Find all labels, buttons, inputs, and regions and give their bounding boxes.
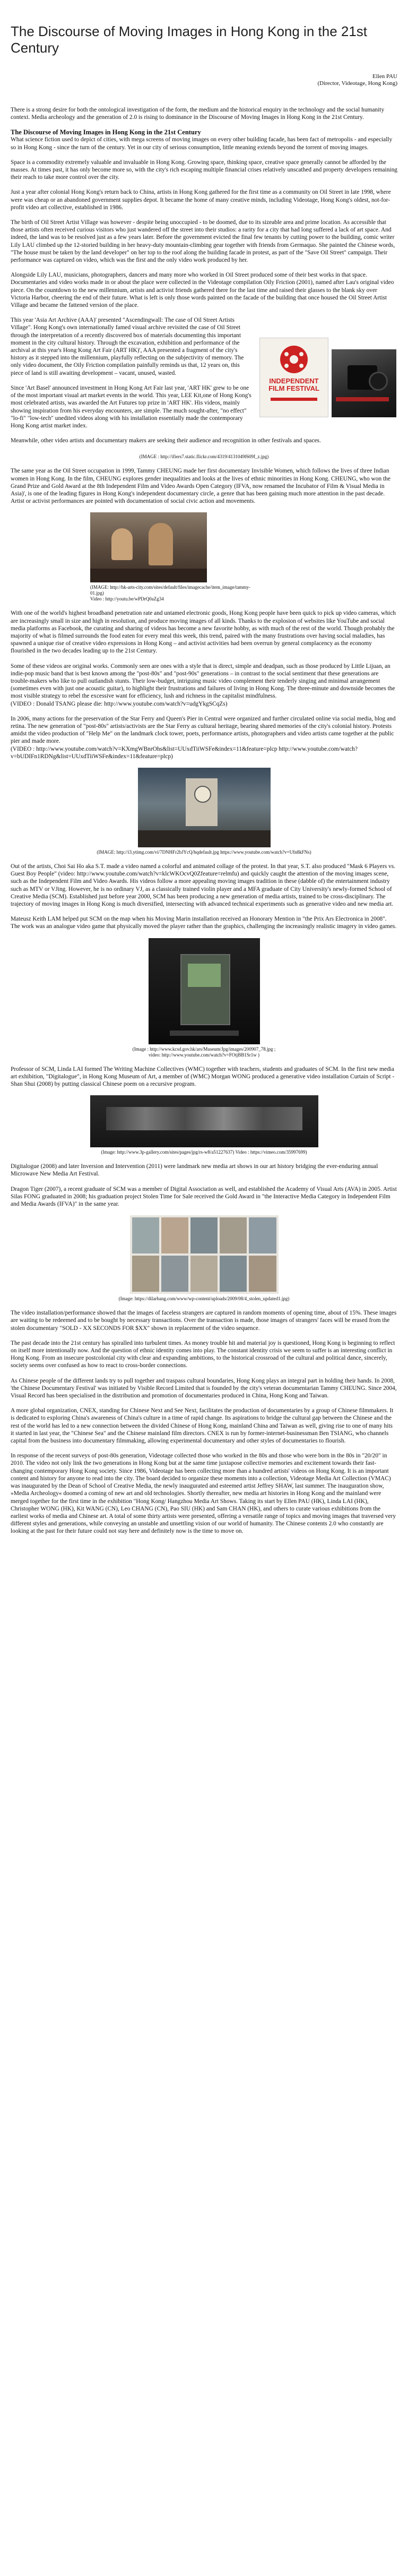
paragraph: The same year as the Oil Street occupation in 1999, Tammy CHEUNG made her first documentary Invisible Women, which follows the lives of three Indian women in Hong Kong. In the film, CHEUNG explores gender inequalities and looks at the lives of ethnic minorities in Hong Kong. CHEUNG, who won the Grand Prize and Gold Award at the 8th Independent Film and Video Awards Open Category (IFVA, now renamed the Incubator of Film & Visual Media in Asia)', is one of the leading figures in Hong Kong's independent documentary circle, a genre that has been gaining much more attention in the past decade. Artist or activist performances are pointed with documentation of social civic action and movements. xyxy=(11,468,390,505)
festival-poster-label: INDEPENDENT FILM FESTIVAL xyxy=(268,377,319,393)
image-caption: (IMAGE : http://ifiers7.static.flickr.com/4319/4131049f609f_z.jpg) xyxy=(139,454,269,460)
paragraph: Professor of SCM, Linda LAI formed The Writing Machine Collectives (WMC) together with teachers, students and graduates of SCM. In the first new media art exhibition, "Digitalogue", in Hong Kong Museum of Art, a member of (WMC) Morgan WONG produced a generative video installation Curtain of Script - Shan Shui (2008) by putting classical Chinese poem on a recursive program. xyxy=(11,1066,395,1088)
author-name: Ellen PAU xyxy=(372,73,397,80)
paragraph: This year 'Asia Art Archive (AAA)' presented "Ascendingwall: The case of Oil Street Artists Village". Hong Kong's own internationally famed visual archive revisited the case of Oil Street through the interpretation of a recently discovered box of materials documenting this important moment in the city cultural history. Through the excavation, exhibition and performance of the archival at this year's Hong Kong Art Fair (ART HK)', AAA presented a fragment of the city's history as it stepped into the millennium, playfully reflecting on the subjectivity of memory. The only video document, the Oily Friction compilation painfully reminds us that, 12 years on, this piece of land is still awaiting development – vacant, unused, wasted. xyxy=(11,317,244,376)
video-link[interactable]: (VIDEO : http://www.youtube.com/watch?v=KXmgWBnrOhs&list=UUxdTiiWSFe&index=11&feature=plcp http://www.youtube.com/watch?v=bUDIFn1RDNg&list=UUxdTiiWSFe&index=11&feature=plcp) xyxy=(11,745,358,760)
video-link[interactable]: (VIDEO : Donald TSANG please die: http://www.youtube.com/watch?v=udgYkgSCqZs) xyxy=(11,700,228,707)
paragraph: Dragon Tiger (2007), a recent graduate of SCM was a member of Digital Association as well, and established the Academy of Visual Arts (AVA) in 2005. Artist Silas FONG graduated in 2008; his graduation project Stolen Time for Sale received the Gold Award in "the Interactive Media Category in Independent Film and Media Awards (IFVA)" in the same year. xyxy=(11,1186,397,1208)
image-caption: (Image: https://dilarbang.com/www/wp-content/uploads/2009/08/4_stolen_updated1.jpg) xyxy=(118,1296,290,1302)
paragraph: Space is a commodity extremely valuable and invaluable in Hong Kong. Growing space, thinking space, creative space generally cannot be afforded by the masses. At times past, it has only become more so, with the city's rich escaping multiple financial crises relatively unscathed and property developers remaining their reach to take more control over the city. xyxy=(11,159,397,181)
paragraph: Alongside Lily LAU, musicians, photographers, dancers and many more who worked in Oil Street produced some of their best works in that space. Documentaries and video works made in or about the place were collected in the Videotage compilation Oily Friction (2001), named after Lau's original video piece. On the countdown to the new millennium, artists and activist friends gathered there for the last time and raised their glasses to the blank sky over Victoria Harbor, cheering the end of their future. What is left is only those words painted on the facade of the building that once housed the Oil Street Artist Village and became the fattened version of the place. xyxy=(11,272,394,309)
documentary-photo xyxy=(90,512,207,582)
curtain-of-script-photo xyxy=(90,1095,318,1147)
image-caption: (IMAGE: http://hk-arts-city.com/sites/default/files/imagecache/item_image/tammy-01.jpg) Video : http://youtu.be/wPDrQ0aZg34 xyxy=(90,585,250,602)
paragraph: The past decade into the 21st century has spiralled into turbulent times. As money trouble hit and material joy is questioned, Hong Kong is beginning to reflect on itself more intentionally now. And the question of ethnic identity comes into play. The constant identity crisis we seem to suffer is an interesting conflict in Hong Kong. From an insecure postcolonial city with clear and expanding ambitions, to the historical crossroad of the cultural and political dance, sincerely, society seems over confused as how to react to cross-border connections. xyxy=(11,1339,395,1369)
image-caption: (IMAGE: http://i3.ytimg.com/vi/7DNHFr2bJYcQ/hqdefault.jpg https://www.youtube.com/watch?v=Ufn8kFNs) xyxy=(97,849,311,855)
author-affiliation: (Director, Videotage, Hong Kong) xyxy=(317,80,397,87)
paragraph: Just a year after colonial Hong Kong's return back to China, artists in Hong Kong gathered for the first time as a community on Oil Street in late 1998, where were was cheap or an abandoned government supplies depot. It became the home of many creative minds, including Videotage, Hong Kong's oldest, not-for-profit video art collective, established in 1986. xyxy=(11,189,391,211)
star-ferry-photo xyxy=(138,768,271,847)
festival-images xyxy=(259,338,397,417)
paragraph: With one of the world's highest broadband penetration rate and untamed electronic goods, Hong Kong people have been quick to pick up video cameras, which are increasingly small in size and high in resolution, and produce moving images of all kinds. Thanks to the explosion of websites like YouTube and social media platforms as Facebook, the curating and sharing of videos has become a new favorite hobby, as with much of the rest of the world. Though probably the majority of what is filmed surrounds the food eaten for every meal this week, this trend, paired with the many frustrations over having social maladies, has spawned a unique rise of creative video expressions in Hong Kong – and activist activities had been overrun by general complacency as the economy flourished in the two decades leading up to the 21st Century. xyxy=(11,610,396,655)
page-title: The Discourse of Moving Images in Hong Kong in the 21st Century xyxy=(11,23,368,56)
image-caption: (Image: http://www.3p-gallery.com/sites/pages/jpg/rs-w8/a51227637) Video : https://vimeo.com/35997699) xyxy=(101,1149,307,1155)
paragraph: The birth of Oil Street Artist Village was however - despite being unoccupied - to be doomed, due to its sizeable area and prime location. As accessible that those artists often received curious visitors who just wandered off the street into their studios: a rarity for a city that had long suffered a lack of art space. And indeed, the land was to be resolved just as a few years later. Before the government evicted the final few tenants by cutting power to the building, comic writer Lily LAU climbed up the 12-storied building in her heavy-duty mountain-climbing gear together with friends from Germaquo. She painted the Chinese words, "The house must be taken by the land developer" on her top to the roof along the building facade in protest, as part of the "Save Oil Street" campaign. Their performance was captured on video, which was the first and the only video work produced by her. xyxy=(11,219,395,264)
paragraph: As Chinese people of the different lands try to pull together and traspass cultural boundaries, Hong Kong plays an integral part in holding their hands. In 2008, 'the Chinese Documentary Festival' was initiated by Visible Record Limited that is founded by the city's veteran documentarian Tammy CHEUNG. Since 2004, Visual Record has been specialised in the distribution and promotion of documentaries produced in China, Hong Kong and Taiwan. xyxy=(11,1377,397,1399)
installation-photo xyxy=(149,938,260,1044)
festival-poster xyxy=(259,338,328,417)
paragraph: Digitalogue (2008) and later Inversion and Intervention (2011) were landmark new media art shows in our art history bridging the ever-enduring annual Microwave New Media Art Festival. xyxy=(11,1163,378,1178)
stolen-time-photo-grid xyxy=(130,1215,279,1294)
camera-photo xyxy=(332,349,396,417)
section-heading: The Discourse of Moving Images in Hong Kong in the 21st Century xyxy=(11,128,201,136)
paragraph: In response of the recent surveys of post-80s generation, Videotage collected those who worked in the 80s and those who were born in the 80s in "20/20" in 2010. The video not only link the two generations in Hong Kong but at the same time juxtapose collective memories and excitement towards their fast-changing contemporary Hong Kong society. Since 1986, Videotage has been collecting more than a hundred artists' videos on Hong Kong. It is an important content and history for anyone to read into the city. The board decided to organize these moments into a collection, Videotage Media Art Collection (VMAC) was inaugurated by the Dean of School of Creative Media, the newly inaugurated and esteemed artist Jeffrey SHAW, last summer. The inauguration show, »Media Archeology« doomed a coming of new art and old technologies. Shortly thereafter, new media art histories in Hong Kong and the mainland were merged together for the first time in the exhibition "Hong Kong/ Hangzhou Media Art Shows. Taking its start by Ellen PAU (HK), Linda LAI (HK), Christopher WONG (HK), Kit WANG (CN), Leo CHANG (CN), Pao SIU (HK) and Sam CHAN (HK), and others to curate various exhibitions from the earliest works of media and Chinese art. A total of some thirty artists were presented, offering a versatile range of topics and moving images that traversed very different styles and generations, while conveying an unstable and unsettling vision of our world of humanity. The Chinese contents 2.0 who constantly are looking at the past for their future could not stay here and definitely now is the time to move on. xyxy=(11,1453,396,1535)
paragraph: The video installation/performance showed that the images of faceless strangers are captured in random moments of opening time, about of 15%. These images are waiting to be redeemed and to be bought by necessary transactions. Over the transaction is made, those images of strangers' faces will be erased from the stolen documentary "SOLD - XX SECONDS FOR $XX" shown in replacement of the video sequence. xyxy=(11,1310,397,1332)
paragraph: Out of the artists, Choi Sai Ho aka S.T. made a video named a colorful and animated collage of the protest. In that year, S.T. also produced "Mask 6 Players vs. Guest Boy People" (video: http://www.youtube.com/watch?v=klcWKOcvQ0Zfeature=relmfu) and quickly caught the attention of the moving images scene, such as the Independent Film and Video Awards. His videos follow a more appealing moving images tradition in these (dabble of) the entertainment industry such as MTV or VJing. However, he is no ordinary VJ, as a classically trained violin player and a MFA graduate of City University's newly-formed School of Creative Media (SCM). Established just before year 2000, SCM has been producing a new generation of media artists, trained to be cross-disciplinary. The trajectory of moving images in Hong Kong is much diversified, intersecting with advanced technical experiments such as generative video and new media art. xyxy=(11,863,395,907)
article xyxy=(11,0,397,1535)
section-lead: What science fiction used to depict of cities, with mega screens of moving images on every other building facade, has been fact of metropolis - and especially so in Hong Kong - since the turn of the century. Yet in our city of serious consumption, little meaning extends beyond the torrent of moving images. xyxy=(11,136,393,151)
paragraph: Meanwhile, other video artists and documentary makers are seeking their audience and recognition in other festivals and spaces. xyxy=(11,437,321,444)
image-caption: (Image : http://www.kcsd.gov.hk/ars/Museum/Jpg/images/200907_78.jpg ; video: http://www.youtube.com/watch?v=FOtjBB1Sr1w ) xyxy=(132,1046,276,1058)
author-block xyxy=(11,73,397,87)
paragraph: A more global organization, CNEX, standing for Chinese Next and See Next, facilitates the production of documentaries by a group of Chinese filmmakers. It is dedicated to exploring China's awareness of China's culture in a time of rapid change. Its aspirations to bridge the cultural gap between the Chinese and the rest of the world has led to a new connection between the divided Chinese of Hong Kong, mainland China and Taiwan as well, giving rise to one of many hits it started in last year, the "Chinese Sea" and the Chinese mainland film directors. CNEX is run by former-internet-businessman Ben TSIANG, who channels capital from the business into documentary filmmaking, allowing experimental documentary and other styles of documentaries to flourish. xyxy=(11,1407,394,1445)
paragraph: In 2006, many actions for the preservation of the Star Ferry and Queen's Pier in Central were organized and further circulated online via social media, blog and retina. The new generation of "post-80s" artists/activists are the Star Ferry as cultural heritage, bearing shared memories of the city's colonial history. Protests amidst the video production of "Help Me" on the landmark clock tower, poets, performance artists, photographers and video artists came together at the public pier and made more. (VIDEO : http://www.youtube.com/watch?v=KXmgWBnrOhs&list=UUxdTiiWSFe&index=11&feature=plcp http://www.youtube.com/watch?v=bUDIFn1RDNg&list=UUxdTiiWSFe&index=11&feature=plcp) xyxy=(11,715,396,760)
paragraph: Mateusz Keith LAM helped put SCM on the map when his Moving Marin installation received an Honorary Mention in "the Prix Ars Electronica in 2008". The work was an analogue video game that physically moved the player rather than the graphics, challenging the increasingly realistic imagery in video games. xyxy=(11,916,397,930)
paragraph: Since 'Art Basel' announced investment in Hong Kong Art Fair last year, 'ART HK' grew to be one of the most important visual art market events in the world. This year, LEE Kit,one of Hong Kong's most celebrated artists, was awarded the Art Futures top prize in 'ART HK'. His videos, mainly showing inspiration from his everyday encounters, are simple. The much sought-after, "no effect" "lo-fi" "low-tech" unedited videos along with his installation essentially made the contemporary Hong Kong artist market index. xyxy=(11,384,251,429)
intro-paragraph: There is a strong desire for both the ontological investigation of the form, the medium and the historical enquiry in the technology and the social humanity context. Media archeology and the generation of 2.0 is rising to dominance in the Discourse of Moving Images in Hong Kong in the 21st Century. xyxy=(11,107,385,121)
paragraph: Some of these videos are original works. Commonly seen are ones with a style that is direct, simple and deadpan, such as those produced by Little Lijuan, an indie-pop music band that is best known among the "post-80s" and "post-90s" generations – in contrast to the social sentiment that these generations are trouble-makers who like to pull outlandish stunts. Their low-budget, intriguing music video complement their tenderly singing and minimal arrangement (sometimes even with just one acoustic guitar), to highlight their frustrations and failures of living in Hong Kong. The three-minute and downside becomes the most visible strategy to rebel the excessive want for efficiency, lush and richness in the capitalist mindfulness. (VIDEO : Donald TSANG please die: http://www.youtube.com/watch?v=udgYkgSCqZs) xyxy=(11,663,395,707)
